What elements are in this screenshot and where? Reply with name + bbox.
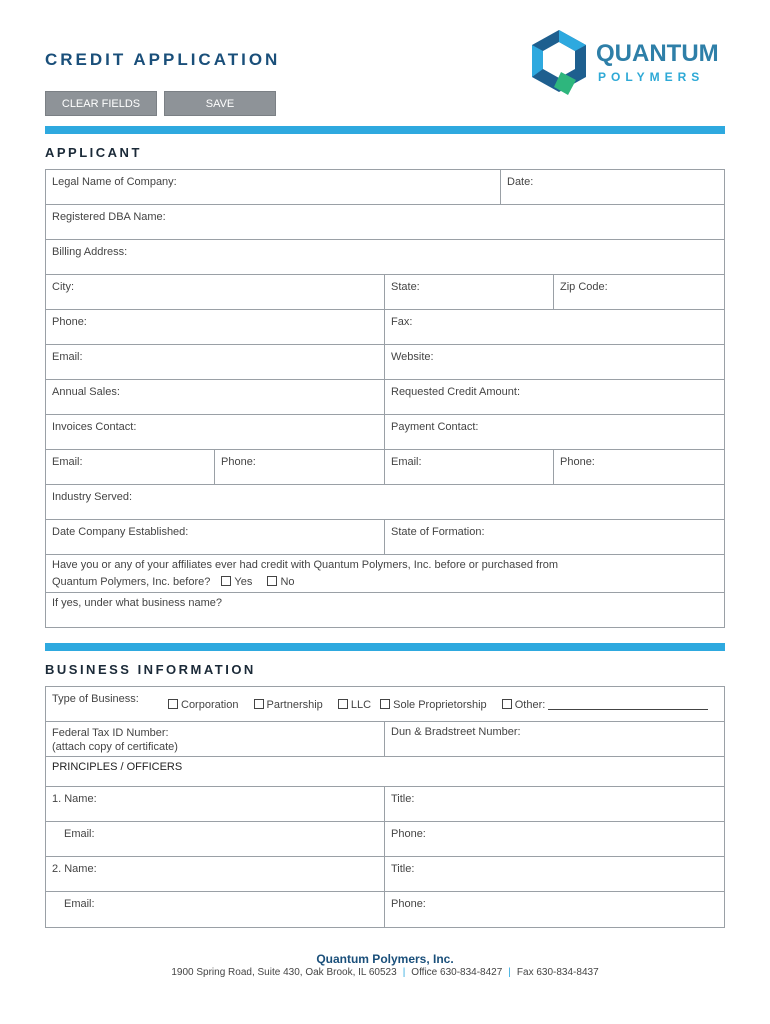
dba-label: Registered DBA Name:	[52, 211, 166, 223]
payment-email-label: Email:	[391, 456, 422, 468]
prior-credit-question	[46, 555, 724, 592]
duns-field[interactable]	[385, 722, 724, 756]
company-logo	[528, 28, 728, 98]
email-field[interactable]	[46, 345, 385, 379]
principal-1-phone-label: Phone:	[391, 828, 426, 840]
principal-1-phone-field[interactable]	[385, 822, 724, 856]
state-formation-label: State of Formation:	[391, 526, 485, 538]
principal-2-name-label: 2. Name:	[52, 863, 97, 875]
principal-2-title-field[interactable]	[385, 857, 724, 891]
zip-label: Zip Code:	[560, 281, 608, 293]
invoices-email-label: Email:	[52, 456, 83, 468]
footer-separator: |	[508, 967, 511, 978]
business-name-field[interactable]	[46, 593, 724, 627]
annual-sales-label: Annual Sales:	[52, 386, 120, 398]
principles-heading: PRINCIPLES / OFFICERS	[52, 761, 183, 773]
applicant-form	[45, 169, 725, 628]
form-row	[46, 822, 724, 857]
form-row	[46, 170, 724, 205]
legal-name-field[interactable]	[46, 170, 501, 204]
sole-proprietorship-label: Sole Proprietorship	[393, 699, 487, 711]
footer-fax: Fax 630-834-8437	[516, 967, 599, 978]
other-checkbox[interactable]	[502, 699, 512, 709]
requested-credit-field[interactable]	[385, 380, 724, 414]
other-input-line[interactable]	[548, 709, 708, 710]
city-field[interactable]	[46, 275, 385, 309]
form-row	[46, 240, 724, 275]
principal-1-title-field[interactable]	[385, 787, 724, 821]
partnership-label: Partnership	[266, 699, 323, 711]
duns-label: Dun & Bradstreet Number:	[391, 726, 521, 738]
form-row	[46, 787, 724, 822]
industry-field[interactable]	[46, 485, 724, 519]
principal-1-email-field[interactable]	[46, 822, 385, 856]
principal-1-name-field[interactable]	[46, 787, 385, 821]
principal-2-phone-label: Phone:	[391, 898, 426, 910]
form-row	[46, 687, 724, 722]
tax-id-note: (attach copy of certificate)	[52, 741, 178, 753]
industry-label: Industry Served:	[52, 491, 133, 503]
footer-separator: |	[402, 967, 406, 978]
footer-address-line	[0, 967, 770, 978]
established-label: Date Company Established:	[52, 526, 189, 538]
yes-label: Yes	[234, 576, 253, 588]
invoices-phone-label: Phone:	[221, 456, 256, 468]
invoices-email-field[interactable]	[46, 450, 215, 484]
logo-subwordmark: POLYMERS	[598, 70, 705, 84]
logo-mark-icon	[528, 28, 590, 98]
fax-label: Fax:	[391, 316, 413, 328]
date-label: Date:	[507, 176, 534, 188]
form-row	[46, 310, 724, 345]
business-type-label: Type of Business:	[52, 693, 139, 705]
legal-name-label: Legal Name of Company:	[52, 176, 177, 188]
website-label: Website:	[391, 351, 434, 363]
date-field[interactable]	[501, 170, 724, 204]
corporation-checkbox[interactable]	[168, 699, 178, 709]
form-row	[46, 380, 724, 415]
payment-contact-field[interactable]	[385, 415, 724, 449]
website-field[interactable]	[385, 345, 724, 379]
no-checkbox[interactable]	[267, 576, 277, 586]
form-row	[46, 593, 724, 627]
payment-phone-label: Phone:	[560, 456, 595, 468]
principal-2-email-field[interactable]	[46, 892, 385, 927]
prior-credit-text: Have you or any of your affiliates ever had credit with Quantum Polymers, Inc. before or purchased from	[52, 559, 559, 571]
form-row	[46, 857, 724, 892]
payment-contact-label: Payment Contact:	[391, 421, 479, 433]
form-row	[46, 757, 724, 787]
payment-phone-field[interactable]	[554, 450, 724, 484]
clear-fields-button[interactable]: CLEAR FIELDS	[45, 91, 157, 116]
payment-email-field[interactable]	[385, 450, 554, 484]
principal-2-title-label: Title:	[391, 863, 415, 875]
invoices-phone-field[interactable]	[215, 450, 385, 484]
city-label: City:	[52, 281, 74, 293]
llc-label: LLC	[350, 699, 372, 711]
save-button[interactable]: SAVE	[164, 91, 276, 116]
tax-id-field[interactable]	[46, 722, 385, 756]
partnership-checkbox[interactable]	[254, 699, 264, 709]
applicant-heading: APPLICANT	[45, 145, 142, 160]
form-row	[46, 275, 724, 310]
phone-field[interactable]	[46, 310, 385, 344]
principal-1-name-label: 1. Name:	[52, 793, 97, 805]
tax-id-label: Federal Tax ID Number:	[52, 727, 169, 739]
form-row	[46, 520, 724, 555]
corporation-label: Corporation	[181, 699, 239, 711]
principal-2-phone-field[interactable]	[385, 892, 724, 927]
principal-2-email-label: Email:	[64, 898, 95, 910]
invoices-contact-label: Invoices Contact:	[52, 421, 137, 433]
llc-checkbox[interactable]	[338, 699, 348, 709]
dba-field[interactable]	[46, 205, 724, 239]
form-row	[46, 722, 724, 757]
billing-address-label: Billing Address:	[52, 246, 128, 258]
section-divider	[45, 126, 725, 134]
footer-office: Office 630-834-8427	[411, 967, 503, 978]
no-label: No	[280, 576, 295, 588]
other-label: Other:	[514, 699, 546, 711]
annual-sales-field[interactable]	[46, 380, 385, 414]
email-label: Email:	[52, 351, 83, 363]
prior-credit-text-2: Quantum Polymers, Inc. before?	[52, 576, 211, 588]
business-type-row	[46, 687, 724, 721]
phone-label: Phone:	[52, 316, 87, 328]
state-formation-field[interactable]	[385, 520, 724, 554]
zip-field[interactable]	[554, 275, 724, 309]
requested-credit-label: Requested Credit Amount:	[391, 386, 521, 398]
form-row	[46, 205, 724, 240]
sole-proprietorship-checkbox[interactable]	[380, 699, 390, 709]
state-field[interactable]	[385, 275, 554, 309]
form-row	[46, 415, 724, 450]
section-divider	[45, 643, 725, 651]
established-field[interactable]	[46, 520, 385, 554]
state-label: State:	[391, 281, 420, 293]
footer-address: 1900 Spring Road, Suite 430, Oak Brook, IL 60523	[171, 967, 397, 978]
business-form	[45, 686, 725, 928]
business-heading: BUSINESS INFORMATION	[45, 662, 256, 677]
footer-company: Quantum Polymers, Inc.	[316, 952, 454, 966]
business-name-label: If yes, under what business name?	[52, 597, 222, 609]
form-row	[46, 345, 724, 380]
form-row	[46, 555, 724, 593]
principal-1-email-label: Email:	[64, 828, 95, 840]
form-row	[46, 485, 724, 520]
form-row	[46, 892, 724, 927]
invoices-contact-field[interactable]	[46, 415, 385, 449]
fax-field[interactable]	[385, 310, 724, 344]
billing-address-field[interactable]	[46, 240, 724, 274]
principal-1-title-label: Title:	[391, 793, 415, 805]
principal-2-name-field[interactable]	[46, 857, 385, 891]
logo-wordmark: QUANTUM	[596, 40, 719, 67]
form-row	[46, 450, 724, 485]
page-title: CREDIT APPLICATION	[45, 50, 281, 69]
yes-checkbox[interactable]	[221, 576, 231, 586]
